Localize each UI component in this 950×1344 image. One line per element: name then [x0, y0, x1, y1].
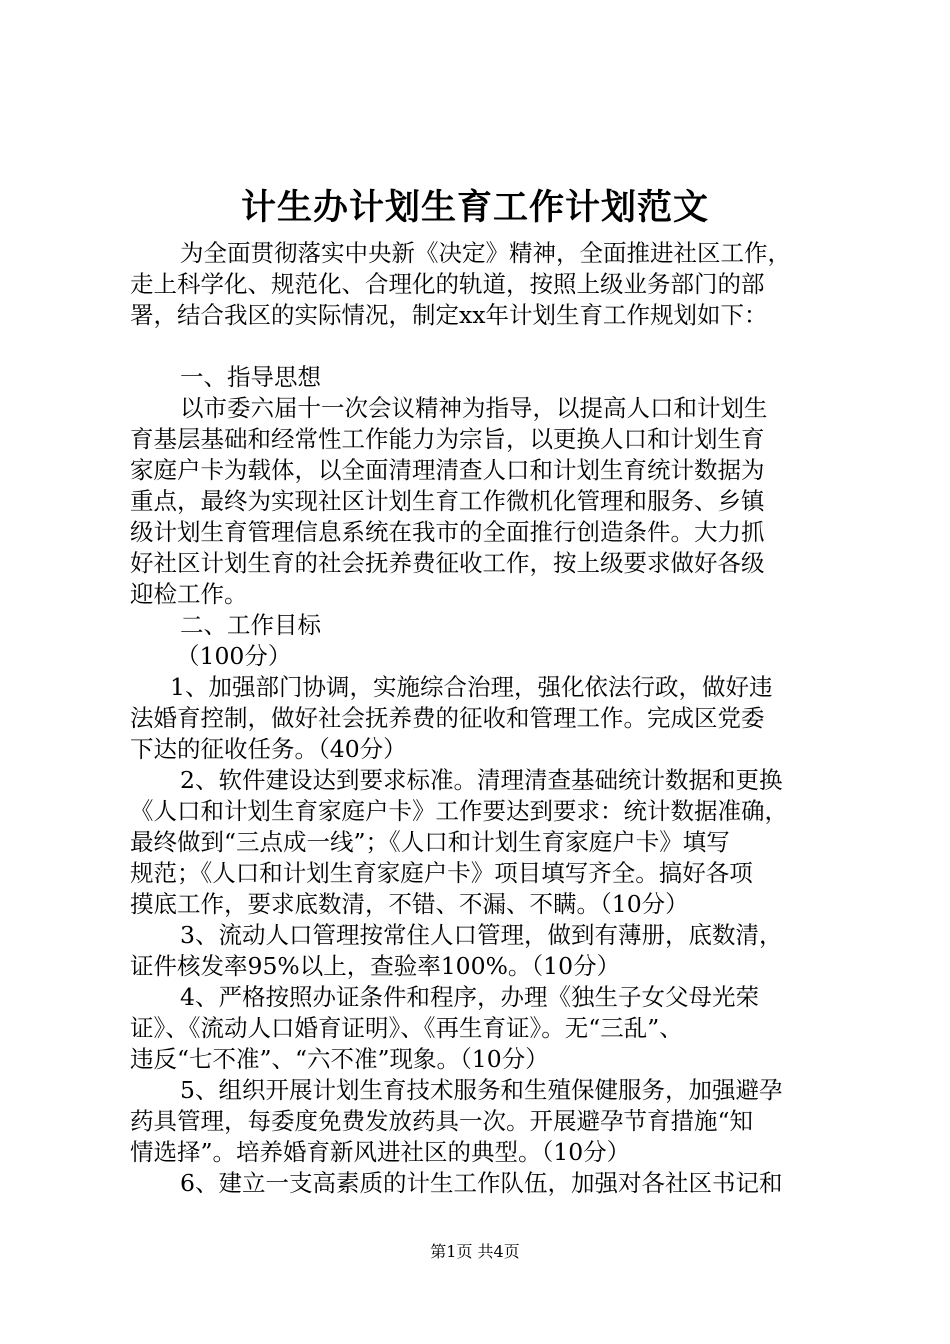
paragraph-line: 家庭户卡为载体，以全面清理清查人口和计划生育统计数据为 [130, 456, 765, 484]
list-item-line: 1、加强部门协调，实施综合治理，强化依法行政，做好违 [170, 673, 773, 701]
document-body [130, 238, 840, 1199]
list-item-line: 违反“七不准”、“六不准”现象。（10分） [130, 1045, 549, 1073]
paragraph-line: 走上科学化、规范化、合理化的轨道，按照上级业务部门的部 [130, 270, 765, 298]
list-item-line: 证》、《流动人口婚育证明》、《再生育证》。无“三乱”、 [130, 1014, 683, 1042]
list-item-line: 3、流动人口管理按常住人口管理，做到有薄册，底数清， [180, 921, 783, 949]
paragraph-line: 署，结合我区的实际情况，制定xx年计划生育工作规划如下： [130, 301, 768, 329]
paragraph-line: 育基层基础和经常性工作能力为宗旨，以更换人口和计划生育 [130, 425, 765, 453]
list-item-line: 6、建立一支高素质的计生工作队伍，加强对各社区书记和 [180, 1169, 783, 1197]
list-item-line: 法婚育控制，做好社会抚养费的征收和管理工作。完成区党委 [130, 704, 765, 732]
list-item-line: 《人口和计划生育家庭户卡》工作要达到要求：统计数据准确， [130, 797, 788, 825]
list-item-line: 规范；《人口和计划生育家庭户卡》项目填写齐全。搞好各项 [130, 859, 753, 887]
list-item-line: 药具管理，每委度免费发放药具一次。开展避孕节育措施“知 [130, 1107, 754, 1135]
page-footer: 第1页 共4页 [430, 1242, 520, 1261]
paragraph-line: 好社区计划生育的社会抚养费征收工作，按上级要求做好各级 [130, 549, 765, 577]
paragraph-line: 为全面贯彻落实中央新《决定》精神，全面推进社区工作， [180, 239, 791, 267]
list-item-line: 5、组织开展计划生育技术服务和生殖保健服务，加强避孕 [180, 1076, 783, 1104]
paragraph-line: 以市委六届十一次会议精神为指导，以提高人口和计划生 [180, 394, 768, 422]
section-heading: 一、指导思想 [180, 363, 321, 391]
score-note: （100分） [176, 642, 292, 670]
list-item-line: 最终做到“三点成一线”；《人口和计划生育家庭户卡》填写 [130, 828, 730, 856]
section-heading: 二、工作目标 [180, 611, 321, 639]
list-item-line: 下达的征收任务。（40分） [130, 735, 407, 763]
list-item-line: 2、软件建设达到要求标准。清理清查基础统计数据和更换 [180, 766, 783, 794]
list-item-line: 证件核发率95%以上，查验率100%。（10分） [130, 952, 621, 980]
document-title: 计生办计划生育工作计划范文 [240, 187, 709, 228]
list-item-line: 情选择”。培养婚育新风进社区的典型。（10分） [130, 1138, 631, 1166]
list-item-line: 摸底工作，要求底数清，不错、不漏、不瞒。（10分） [130, 890, 689, 918]
list-item-line: 4、严格按照办证条件和程序，办理《独生子女父母光荣 [180, 983, 759, 1011]
paragraph-line: 重点，最终为实现社区计划生育工作微机化管理和服务、乡镇 [130, 487, 765, 515]
paragraph-line: 级计划生育管理信息系统在我市的全面推行创造条件。大力抓 [130, 518, 765, 546]
blank-line [130, 331, 840, 362]
paragraph-line: 迎检工作。 [130, 580, 248, 608]
